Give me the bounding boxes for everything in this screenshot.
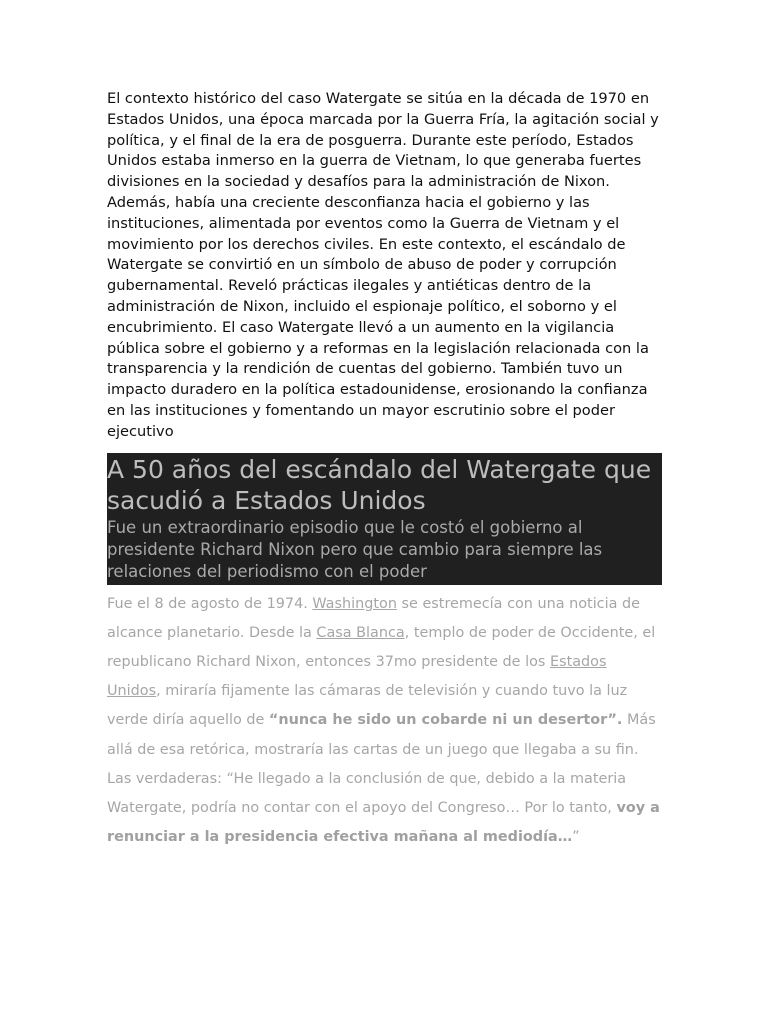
- resignation-quote: voy a renunciar a la presidencia efectiva mañana al mediodía…: [107, 799, 660, 846]
- article-headline: A 50 años del escándalo del Watergate que sacudió a Estados Unidos: [107, 454, 652, 515]
- article-text: , miraría fijamente las cámaras de televisión y cuando tuvo la luz verde diría aquello de: [107, 683, 628, 729]
- nixon-quote: “nunca he sido un cobarde ni un desertor”.: [268, 712, 623, 729]
- intro-paragraph: El contexto histórico del caso Watergate se sitúa en la década de 1970 en Estados Unidos, una época marcada por la Guerra Fría, la agitación social y política, y el final de la era de posguerra. Durante este período, Estados Unidos estaba inmerso en la guerra de Vietnam, lo que generaba fuertes divisiones en la sociedad y desafíos para la administración de Nixon. Además, había una creciente desconfianza hacia el gobierno y las instituciones, alimentada por eventos como la Guerra de Vietnam y el movimiento por los derechos civiles. En este contexto, el escándalo de Watergate se convirtió en un símbolo de abuso de poder y corrupción gubernamental. Reveló prácticas ilegales y antiéticas dentro de la administración de Nixon, incluido el espionaje político, el soborno y el encubrimiento. El caso Watergate llevó a un aumento en la vigilancia pública sobre el gobierno y a reformas en la legislación relacionada con la transparencia y la rendición de cuentas del gobierno. También tuvo un impacto duradero en la política estadounidense, erosionando la confianza en las instituciones y fomentando un mayor escrutinio sobre el poder ejecutivo: [107, 90, 659, 440]
- article-paragraph: [107, 590, 662, 853]
- document-page: [107, 89, 662, 852]
- estados-unidos-link[interactable]: Estados Unidos: [107, 653, 607, 700]
- article-text: Fue el 8 de agosto de 1974.: [107, 595, 313, 612]
- article-subheadline: Fue un extraordinario episodio que le costó el gobierno al presidente Richard Nixon pero que cambio para siempre las relaciones del periodismo con el poder: [107, 517, 603, 581]
- casa-blanca-link[interactable]: Casa Blanca: [316, 624, 405, 641]
- article-header-banner: [107, 453, 662, 585]
- article-text: se estremecía con una noticia de alcance planetario. Desde la: [107, 595, 640, 641]
- article-text: Más allá de esa retórica, mostraría las cartas de un juego que llegaba a su fin. Las verdaderas: “He llegado a la conclusión de que, debido a la materia Watergate, podría no contar con el apoyo del Congreso… Por lo tanto,: [107, 712, 656, 816]
- article-text: , templo de poder de Occidente, el republicano Richard Nixon, entonces 37mo presidente de los: [107, 624, 656, 670]
- article-text: ”: [572, 829, 580, 846]
- washington-link[interactable]: Washington: [312, 595, 397, 612]
